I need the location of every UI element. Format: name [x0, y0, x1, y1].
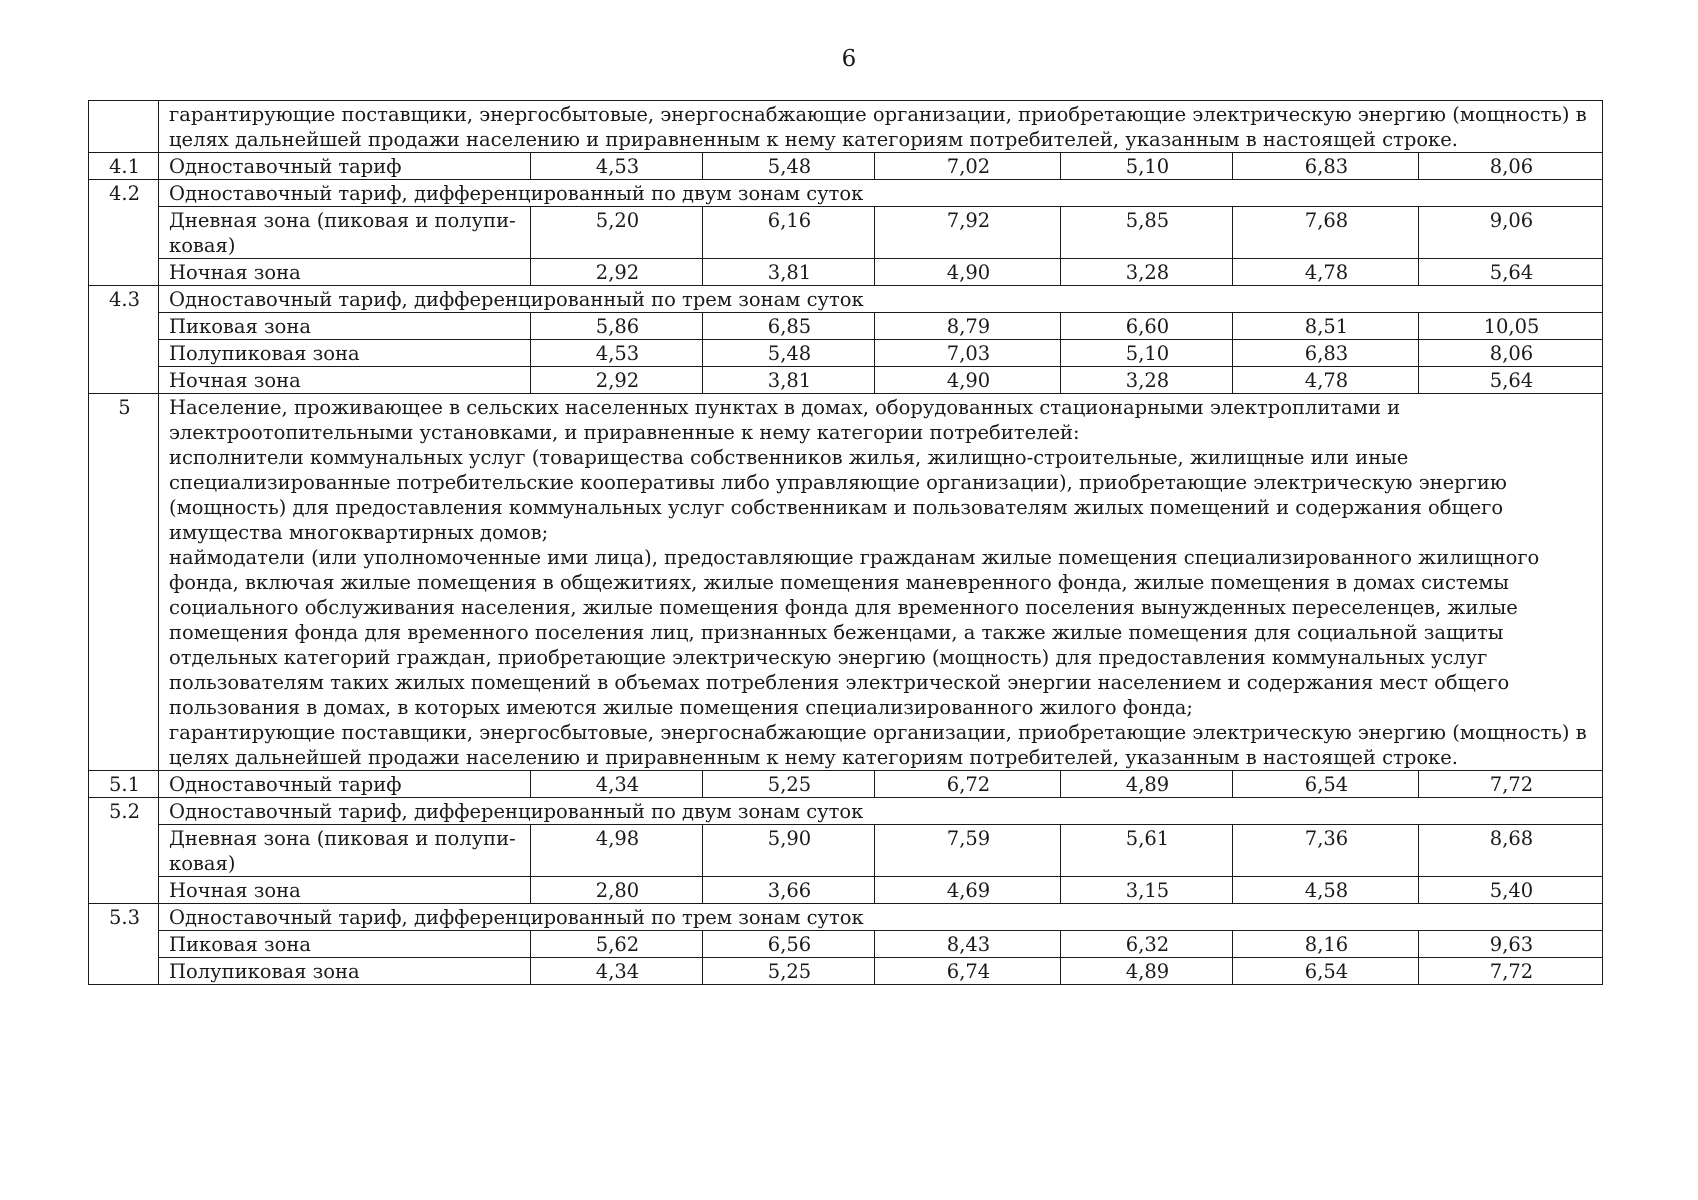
row-number: 4.2	[89, 180, 159, 286]
table-row	[89, 958, 1603, 985]
tariff-value: 5,90	[703, 825, 875, 877]
tariff-value: 3,28	[1061, 367, 1233, 394]
tariff-value: 3,81	[703, 259, 875, 286]
tariff-value: 6,54	[1233, 771, 1419, 798]
tariff-value: 2,92	[531, 367, 703, 394]
tariff-value: 5,25	[703, 958, 875, 985]
tariff-label: Одноставочный тариф	[159, 153, 531, 180]
tariff-value: 3,28	[1061, 259, 1233, 286]
tariff-label: Ночная зона	[159, 259, 531, 286]
tariff-value: 4,53	[531, 153, 703, 180]
tariff-value: 5,62	[531, 931, 703, 958]
tariff-value: 7,72	[1419, 958, 1603, 985]
tariff-label: Пиковая зона	[159, 931, 531, 958]
tariff-value: 4,34	[531, 958, 703, 985]
table-row	[89, 340, 1603, 367]
tariff-value: 4,78	[1233, 367, 1419, 394]
tariff-value: 8,16	[1233, 931, 1419, 958]
tariff-value: 3,15	[1061, 877, 1233, 904]
tariff-value: 6,85	[703, 313, 875, 340]
tariff-value: 3,81	[703, 367, 875, 394]
tariff-value: 6,60	[1061, 313, 1233, 340]
tariff-value: 4,90	[875, 259, 1061, 286]
tariff-value: 4,89	[1061, 958, 1233, 985]
table-row	[89, 180, 1603, 207]
tariff-value: 7,36	[1233, 825, 1419, 877]
tariff-value: 5,61	[1061, 825, 1233, 877]
table-row	[89, 259, 1603, 286]
tariff-value: 8,06	[1419, 153, 1603, 180]
tariff-value: 5,64	[1419, 367, 1603, 394]
tariff-value: 7,72	[1419, 771, 1603, 798]
tariff-value: 2,92	[531, 259, 703, 286]
tariff-value: 4,78	[1233, 259, 1419, 286]
row-number: 4.3	[89, 286, 159, 394]
row-number: 5.2	[89, 798, 159, 904]
tariff-value: 7,92	[875, 207, 1061, 259]
tariff-value: 4,69	[875, 877, 1061, 904]
table-row	[89, 367, 1603, 394]
tariff-value: 4,98	[531, 825, 703, 877]
table-row	[89, 771, 1603, 798]
tariff-value: 8,68	[1419, 825, 1603, 877]
tariff-value: 9,63	[1419, 931, 1603, 958]
tariff-value: 8,06	[1419, 340, 1603, 367]
tariff-value: 6,32	[1061, 931, 1233, 958]
tariff-value: 4,58	[1233, 877, 1419, 904]
tariff-table	[88, 100, 1603, 985]
tariff-value: 5,20	[531, 207, 703, 259]
table-row	[89, 207, 1603, 259]
tariff-value: 6,56	[703, 931, 875, 958]
tariff-value: 8,43	[875, 931, 1061, 958]
table-row	[89, 394, 1603, 771]
tariff-value: 5,85	[1061, 207, 1233, 259]
tariff-value: 3,66	[703, 877, 875, 904]
tariff-value: 2,80	[531, 877, 703, 904]
tariff-value: 5,48	[703, 153, 875, 180]
table-row	[89, 825, 1603, 877]
tariff-value: 4,34	[531, 771, 703, 798]
tariff-label: Дневная зона (пиковая и полупи-ковая)	[159, 825, 531, 877]
tariff-value: 7,03	[875, 340, 1061, 367]
category-description	[159, 394, 1603, 771]
tariff-value: 7,59	[875, 825, 1061, 877]
tariff-value: 5,86	[531, 313, 703, 340]
category-paragraph: наймодатели (или уполномоченные ими лица), предоставляющие гражданам жилые помещения специализированного жилищного фонда, включая жилые помещения в общежитиях, жилые помещения маневренного фонда, жилые помещения в домах системы социального обслуживания населения, жилые помещения фонда для временного поселения вынужденных переселенцев, жилые помещения фонда для временного поселения лиц, признанных беженцами, а также жилые помещения для социальной защиты отдельных категорий граждан, приобретающие электрическую энергию (мощность) для предоставления коммунальных услуг пользователям таких жилых помещений в объемах потребления электрической энергии населением и содержания мест общего пользования в домах, в которых имеются жилые помещения специализированного жилого фонда;	[169, 546, 1540, 719]
tariff-value: 8,51	[1233, 313, 1419, 340]
row-number	[89, 101, 159, 153]
category-description: гарантирующие поставщики, энергосбытовые, энергоснабжающие организации, приобретающие электрическую энергию (мощность) в целях дальнейшей продажи населению и приравненным к нему категориям потребителей, указанным в настоящей строке.	[159, 101, 1603, 153]
tariff-value: 4,89	[1061, 771, 1233, 798]
tariff-label: Полупиковая зона	[159, 340, 531, 367]
tariff-value: 6,74	[875, 958, 1061, 985]
tariff-section-title: Одноставочный тариф, дифференцированный по трем зонам суток	[159, 286, 1603, 313]
category-paragraph: гарантирующие поставщики, энергосбытовые, энергоснабжающие организации, приобретающие электрическую энергию (мощность) в целях дальнейшей продажи населению и приравненным к нему категориям потребителей, указанным в настоящей строке.	[169, 721, 1587, 769]
tariff-value: 5,48	[703, 340, 875, 367]
tariff-label: Ночная зона	[159, 877, 531, 904]
tariff-value: 6,83	[1233, 340, 1419, 367]
tariff-value: 9,06	[1419, 207, 1603, 259]
tariff-value: 5,10	[1061, 340, 1233, 367]
row-number: 4.1	[89, 153, 159, 180]
row-number: 5	[89, 394, 159, 771]
table-row	[89, 877, 1603, 904]
tariff-label: Ночная зона	[159, 367, 531, 394]
tariff-section-title: Одноставочный тариф, дифференцированный по двум зонам суток	[159, 180, 1603, 207]
tariff-value: 8,79	[875, 313, 1061, 340]
table-row	[89, 798, 1603, 825]
tariff-value: 6,83	[1233, 153, 1419, 180]
tariff-value: 6,72	[875, 771, 1061, 798]
tariff-value: 5,40	[1419, 877, 1603, 904]
category-paragraph: Население, проживающее в сельских населенных пунктах в домах, оборудованных стационарными электроплитами и электроотопительными установками, и приравненные к нему категории потребителей:	[169, 396, 1401, 444]
tariff-value: 4,90	[875, 367, 1061, 394]
table-row	[89, 904, 1603, 931]
tariff-section-title: Одноставочный тариф, дифференцированный по трем зонам суток	[159, 904, 1603, 931]
tariff-section-title: Одноставочный тариф, дифференцированный по двум зонам суток	[159, 798, 1603, 825]
tariff-label: Одноставочный тариф	[159, 771, 531, 798]
tariff-value: 6,16	[703, 207, 875, 259]
tariff-value: 7,02	[875, 153, 1061, 180]
table-row	[89, 101, 1603, 153]
tariff-label: Дневная зона (пиковая и полупи-ковая)	[159, 207, 531, 259]
tariff-value: 4,53	[531, 340, 703, 367]
table-row	[89, 931, 1603, 958]
tariff-value: 5,25	[703, 771, 875, 798]
table-row	[89, 286, 1603, 313]
row-number: 5.1	[89, 771, 159, 798]
tariff-value: 7,68	[1233, 207, 1419, 259]
tariff-value: 6,54	[1233, 958, 1419, 985]
table-row	[89, 313, 1603, 340]
tariff-value: 5,10	[1061, 153, 1233, 180]
tariff-label: Полупиковая зона	[159, 958, 531, 985]
tariff-value: 10,05	[1419, 313, 1603, 340]
tariff-value: 5,64	[1419, 259, 1603, 286]
table-row	[89, 153, 1603, 180]
page-number: 6	[841, 46, 857, 72]
row-number: 5.3	[89, 904, 159, 985]
tariff-label: Пиковая зона	[159, 313, 531, 340]
category-paragraph: исполнители коммунальных услуг (товарищества собственников жилья, жилищно-строительные, жилищные или иные специализированные потребительские кооперативы либо управляющие организации), приобретающие электрическую энергию (мощность) для предоставления коммунальных услуг собственникам и пользователям жилых помещений и содержания общего имущества многоквартирных домов;	[169, 446, 1507, 544]
